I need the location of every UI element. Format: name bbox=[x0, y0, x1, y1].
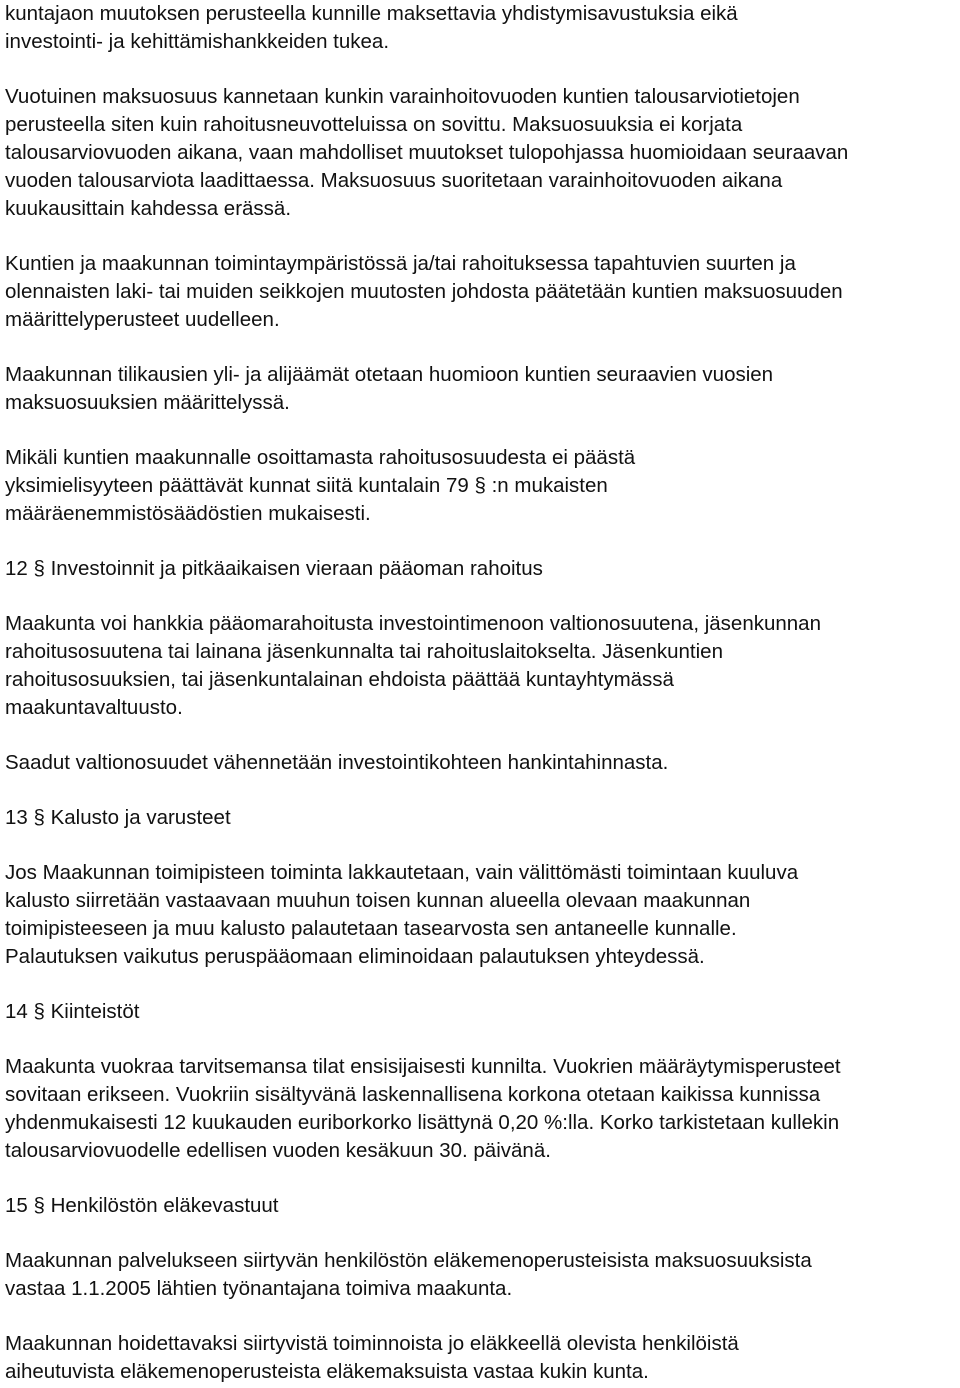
text-line: 13 § Kalusto ja varusteet bbox=[5, 806, 231, 829]
text-line: 14 § Kiinteistöt bbox=[5, 1000, 140, 1023]
paragraph bbox=[5, 610, 960, 722]
paragraph-gap bbox=[5, 223, 960, 250]
text-line: Vuotuinen maksuosuus kannetaan kunkin varainhoitovuoden kuntien talousarviotietojen bbox=[5, 85, 800, 108]
text-line: määräenemmistösäädöstien mukaisesti. bbox=[5, 502, 371, 525]
text-line: talousarviovuodelle edellisen vuoden kesäkuun 30. päivänä. bbox=[5, 1139, 551, 1162]
text-line: rahoitusosuutena tai lainana jäsenkunnalta tai rahoituslaitokselta. Jäsenkuntien bbox=[5, 640, 723, 663]
text-line: Mikäli kuntien maakunnalle osoittamasta rahoitusosuudesta ei päästä bbox=[5, 446, 636, 469]
text-line: toimipisteeseen ja muu kalusto palautetaan tasearvosta sen antaneelle kunnalle. bbox=[5, 917, 737, 940]
paragraph bbox=[5, 859, 960, 971]
text-line: investointi- ja kehittämishankkeiden tukea. bbox=[5, 30, 390, 53]
text-line: yhdenmukaisesti 12 kuukauden euriborkorko lisättynä 0,20 %:lla. Korko tarkistetaan kullekin bbox=[5, 1111, 840, 1134]
paragraph bbox=[5, 749, 960, 777]
paragraph-gap bbox=[5, 832, 960, 859]
paragraph-gap bbox=[5, 528, 960, 555]
section-heading bbox=[5, 998, 960, 1026]
text-line: määrittelyperusteet uudelleen. bbox=[5, 308, 280, 331]
text-line: vastaa 1.1.2005 lähtien työnantajana toimiva maakunta. bbox=[5, 1277, 513, 1300]
paragraph bbox=[5, 250, 960, 334]
paragraph bbox=[5, 1247, 960, 1303]
text-line: 15 § Henkilöstön eläkevastuut bbox=[5, 1194, 279, 1217]
text-line: Maakunnan palvelukseen siirtyvän henkilöstön eläkemenoperusteisista maksuosuuksista bbox=[5, 1249, 812, 1272]
text-line: Palautuksen vaikutus peruspääomaan eliminoidaan palautuksen yhteydessä. bbox=[5, 945, 705, 968]
text-line: rahoitusosuuksien, tai jäsenkuntalainan ehdoista päättää kuntayhtymässä bbox=[5, 668, 674, 691]
text-line: kuntajaon muutoksen perusteella kunnille maksettavia yhdistymisavustuksia eikä bbox=[5, 2, 738, 25]
paragraph-gap bbox=[5, 56, 960, 83]
paragraph bbox=[5, 1330, 960, 1386]
text-line: Kuntien ja maakunnan toimintaympäristössä ja/tai rahoituksessa tapahtuvien suurten ja bbox=[5, 252, 796, 275]
text-line: Maakunnan tilikausien yli- ja alijäämät otetaan huomioon kuntien seuraavien vuosien bbox=[5, 363, 774, 386]
text-line: kuukausittain kahdessa erässä. bbox=[5, 197, 292, 220]
text-line: sovitaan erikseen. Vuokriin sisältyvänä laskennallisena korkona otetaan kaikissa kunnissa bbox=[5, 1083, 821, 1106]
paragraph bbox=[5, 0, 960, 56]
document-page bbox=[5, 0, 960, 1386]
paragraph-gap bbox=[5, 334, 960, 361]
text-line: maksuosuuksien määrittelyssä. bbox=[5, 391, 290, 414]
text-line: 12 § Investoinnit ja pitkäaikaisen vieraan pääoman rahoitus bbox=[5, 557, 543, 580]
text-line: Maakunnan hoidettavaksi siirtyvistä toiminnoista jo eläkkeellä olevista henkilöistä bbox=[5, 1332, 739, 1355]
paragraph bbox=[5, 444, 960, 528]
paragraph-gap bbox=[5, 1165, 960, 1192]
paragraph-gap bbox=[5, 971, 960, 998]
paragraph-gap bbox=[5, 583, 960, 610]
text-line: talousarviovuoden aikana, vaan mahdolliset muutokset tulopohjassa huomioidaan seuraavan bbox=[5, 141, 849, 164]
text-line: vuoden talousarviota laadittaessa. Maksuosuus suoritetaan varainhoitovuoden aikana bbox=[5, 169, 783, 192]
section-heading bbox=[5, 804, 960, 832]
text-line: Saadut valtionosuudet vähennetään investointikohteen hankintahinnasta. bbox=[5, 751, 669, 774]
paragraph bbox=[5, 361, 960, 417]
section-heading bbox=[5, 1192, 960, 1220]
paragraph-gap bbox=[5, 777, 960, 804]
paragraph bbox=[5, 83, 960, 223]
paragraph-gap bbox=[5, 722, 960, 749]
text-line: olennaisten laki- tai muiden seikkojen muutosten johdosta päätetään kuntien maksuosuuden bbox=[5, 280, 843, 303]
text-line: Jos Maakunnan toimipisteen toiminta lakkautetaan, vain välittömästi toimintaan kuuluva bbox=[5, 861, 799, 884]
text-line: Maakunta vuokraa tarvitsemansa tilat ensisijaisesti kunnilta. Vuokrien määräytymisperusteet bbox=[5, 1055, 841, 1078]
text-line: yksimielisyyteen päättävät kunnat siitä kuntalain 79 § :n mukaisten bbox=[5, 474, 608, 497]
text-line: perusteella siten kuin rahoitusneuvotteluissa on sovittu. Maksuosuuksia ei korjata bbox=[5, 113, 743, 136]
paragraph bbox=[5, 1053, 960, 1165]
text-line: maakuntavaltuusto. bbox=[5, 696, 183, 719]
paragraph-gap bbox=[5, 1303, 960, 1330]
paragraph-gap bbox=[5, 1220, 960, 1247]
paragraph-gap bbox=[5, 417, 960, 444]
paragraph-gap bbox=[5, 1026, 960, 1053]
text-line: Maakunta voi hankkia pääomarahoitusta investointimenoon valtionosuutena, jäsenkunnan bbox=[5, 612, 821, 635]
text-line: kalusto siirretään vastaavaan muuhun toisen kunnan alueella olevaan maakunnan bbox=[5, 889, 751, 912]
section-heading bbox=[5, 555, 960, 583]
text-line: aiheutuvista eläkemenoperusteista eläkemaksuista vastaa kukin kunta. bbox=[5, 1360, 649, 1383]
